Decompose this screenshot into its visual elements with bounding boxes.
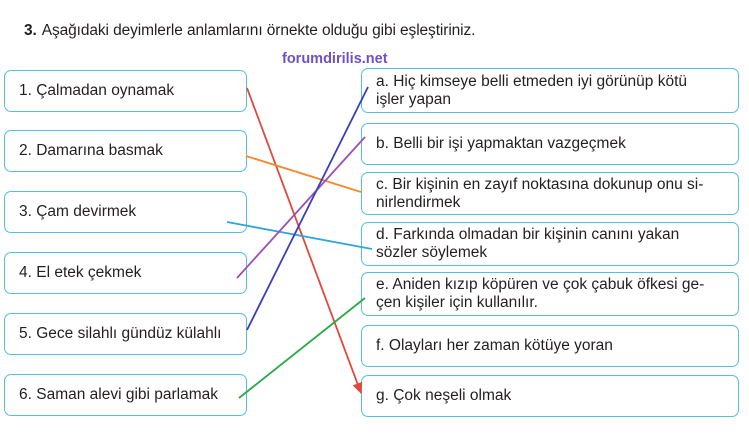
watermark: forumdirilis.net	[282, 51, 388, 67]
match-line-4-b	[237, 137, 365, 278]
meaning-text: c. Bir kişinin en zayıf noktasına dokunup onu si- nirlendirmek	[376, 175, 704, 211]
meaning-box-b[interactable]	[361, 123, 739, 165]
idiom-box-5[interactable]	[4, 313, 247, 355]
meaning-text: d. Farkında olmadan bir kişinin canını yakan sözler söylemek	[376, 226, 680, 261]
idiom-label: 1. Çalmadan oynamak	[19, 82, 175, 99]
idiom-label: 4. El etek çekmek	[19, 264, 142, 281]
meaning-box-f[interactable]	[361, 325, 739, 367]
idiom-label: 3. Çam devirmek	[19, 203, 137, 220]
match-line-5-a	[247, 87, 368, 330]
idiom-box-3[interactable]	[4, 191, 247, 233]
idiom-box-1[interactable]	[4, 70, 247, 112]
meaning-box-g[interactable]	[361, 375, 739, 417]
meaning-box-e[interactable]	[361, 272, 739, 316]
match-line-3-d	[227, 222, 372, 249]
idiom-box-4[interactable]	[4, 252, 247, 294]
question-heading	[24, 22, 475, 40]
meaning-text: g. Çok neşeli olmak	[376, 387, 512, 404]
meaning-text: b. Belli bir işi yapmaktan vazgeçmek	[376, 135, 626, 152]
idiom-box-2[interactable]	[4, 130, 247, 172]
question-number: 3.	[24, 22, 37, 39]
meaning-text: f. Olayları her zaman kötüye yoran	[376, 337, 613, 354]
match-line-2-c	[246, 156, 361, 192]
match-line-1-g	[247, 88, 361, 393]
meaning-text: a. Hiç kimseye belli etmeden iyi görünüp kötü işler yapan	[376, 72, 688, 108]
meaning-box-a[interactable]	[361, 68, 739, 113]
idiom-label: 5. Gece silahlı gündüz külahlı	[19, 325, 222, 342]
idiom-box-6[interactable]	[4, 374, 247, 416]
idiom-label: 6. Saman alevi gibi parlamak	[19, 386, 219, 403]
meaning-box-d[interactable]	[361, 222, 739, 266]
idiom-label: 2. Damarına basmak	[19, 142, 163, 159]
question-text: Aşağıdaki deyimlerle anlamlarını örnekte olduğu gibi eşleştiriniz.	[41, 22, 476, 39]
match-line-6-e	[239, 298, 365, 398]
meaning-box-c[interactable]	[361, 172, 739, 215]
meaning-text: e. Aniden kızıp köpüren ve çok çabuk öfkesi ge- çen kişiler için kullanılır.	[376, 276, 705, 311]
